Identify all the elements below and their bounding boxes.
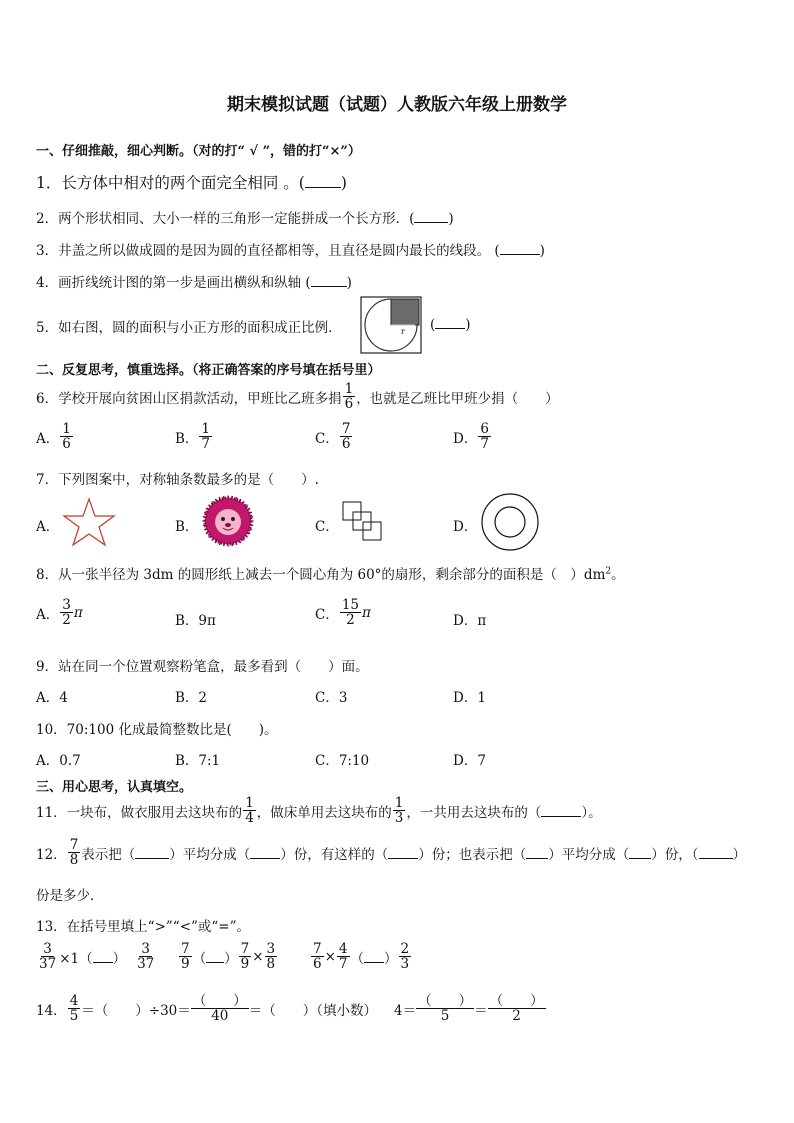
option-6a[interactable]: A． $\frac{1}{6}$ bbox=[36, 421, 71, 453]
option-9d[interactable]: D．1 bbox=[453, 690, 486, 706]
question-10: 10．70:100 化成最简整数比是( )。 bbox=[36, 722, 278, 738]
comparison-2: $\frac{7}{9}$ （ ） $\frac{7}{9}$ × $\frac{3}{8}$ bbox=[181, 941, 276, 973]
question-2-label: 2．两个形状相同、大小一样的三角形一定能拼成一个长方形．( bbox=[36, 211, 415, 227]
option-8d[interactable]: D．π bbox=[453, 613, 487, 629]
answer-blank-12b[interactable] bbox=[250, 846, 280, 859]
question-8: 8．从一张半径为 3dm 的圆形纸上减去一个圆心角为 60°的扇形，剩余部分的面积是（ ）$dm^2$。 bbox=[36, 566, 625, 583]
answer-blank-12a[interactable] bbox=[135, 846, 169, 859]
comparison-1: $\frac{3}{37}$ ×1（ ） $\frac{3}{37}$ bbox=[39, 941, 155, 973]
question-1 bbox=[36, 171, 347, 193]
comparison-3: $\frac{7}{6}$ × $\frac{4}{7}$ （ ） $\frac{2}{3}$ bbox=[313, 941, 410, 973]
answer-blank-5[interactable] bbox=[435, 316, 465, 329]
close-paren: ) bbox=[346, 275, 352, 291]
compare-blank-1[interactable] bbox=[93, 950, 113, 963]
close-paren: ) bbox=[448, 211, 454, 227]
question-12: 12． $\frac{7}{8}$ 表示把（ ）平均分成（ ）份，有这样的（ ）份；也表示把（ ）平均分成（ ）份，（ ） bbox=[36, 837, 747, 869]
option-9c[interactable]: C．3 bbox=[315, 690, 348, 706]
question-5 bbox=[36, 316, 342, 336]
answer-blank-12d[interactable] bbox=[526, 846, 548, 859]
option-8b[interactable]: B．9π bbox=[175, 613, 216, 629]
option-7c-label[interactable]: C． bbox=[315, 519, 339, 535]
option-9a[interactable]: A．4 bbox=[36, 690, 68, 706]
question-3 bbox=[36, 239, 545, 259]
question-4 bbox=[36, 271, 352, 291]
close-paren: ) bbox=[539, 243, 545, 259]
option-10b[interactable]: B．7:1 bbox=[175, 753, 221, 769]
fraction: $\frac{1}{6}$ bbox=[344, 381, 354, 413]
answer-blank-1[interactable] bbox=[305, 175, 341, 188]
compare-blank-3[interactable] bbox=[364, 950, 384, 963]
question-9: 9．站在同一个位置观察粉笔盒，最多看到（ ）面。 bbox=[36, 659, 369, 675]
answer-blank-12e[interactable] bbox=[629, 846, 651, 859]
close-paren: ) bbox=[340, 174, 347, 192]
answer-blank-11[interactable] bbox=[541, 804, 581, 817]
option-9b[interactable]: B．2 bbox=[175, 690, 208, 706]
answer-5: ( ) bbox=[430, 317, 471, 333]
answer-blank-3[interactable] bbox=[500, 242, 540, 255]
answer-blank-12f[interactable] bbox=[699, 846, 733, 859]
star-icon bbox=[62, 497, 116, 547]
option-6c[interactable]: C． $\frac{7}{6}$ bbox=[315, 421, 351, 453]
question-5-text: 5．如右图，圆的面积与小正方形的面积成正比例． bbox=[36, 320, 342, 336]
option-7d-label[interactable]: D． bbox=[453, 519, 478, 535]
question-1-text: 1．长方体中相对的两个面完全相同 。( bbox=[36, 174, 305, 192]
page-title: 期末模拟试题（试题）人教版六年级上册数学 bbox=[227, 95, 567, 115]
question-6-text: 6．学校开展向贫困山区捐款活动，甲班比乙班多捐 bbox=[36, 390, 342, 407]
question-4-text: 4．画折线统计图的第一步是画出横纵和纵轴 ( bbox=[36, 275, 311, 291]
answer-blank-12c[interactable] bbox=[388, 846, 418, 859]
fraction-blank-2[interactable]: $\frac{( )}{2}$ bbox=[489, 993, 544, 1025]
section-2-heading: 二、反复思考，慎重选择。（将正确答案的序号填在括号里） bbox=[36, 363, 381, 378]
question-7: 7．下列图案中，对称轴条数最多的是（ ）. bbox=[36, 472, 319, 488]
overlapping-squares-icon bbox=[341, 500, 385, 544]
question-14-part2: 4＝ $\frac{( )}{5}$ ＝ $\frac{( )}{2}$ bbox=[394, 993, 544, 1025]
concentric-circles-icon bbox=[478, 492, 542, 552]
fraction-blank-5[interactable]: $\frac{( )}{5}$ bbox=[418, 993, 473, 1025]
compare-blank-2[interactable] bbox=[206, 950, 224, 963]
option-7a-label[interactable]: A． bbox=[36, 519, 60, 535]
fraction-blank-40[interactable]: $\frac{( )}{40}$ bbox=[192, 993, 247, 1025]
option-6d[interactable]: D． $\frac{6}{7}$ bbox=[453, 421, 489, 453]
lion-face-icon bbox=[202, 495, 254, 547]
question-12-line2: 份是多少． bbox=[36, 888, 104, 904]
section-3-heading: 三、用心思考，认真填空。 bbox=[36, 780, 193, 795]
question-11: 11．一块布，做衣服用去这块布的 $\frac{1}{4}$ ，做床单用去这块布的 $\frac{1}{3}$ ，一共用去这块布的（ ）。 bbox=[36, 795, 602, 827]
answer-blank-2[interactable] bbox=[414, 210, 448, 223]
question-2 bbox=[36, 207, 454, 227]
option-10c[interactable]: C．7:10 bbox=[315, 753, 370, 769]
circle-square-figure bbox=[360, 296, 422, 354]
option-7b-label[interactable]: B． bbox=[175, 519, 199, 535]
question-6-tail: ，也就是乙班比甲班少捐（ ） bbox=[356, 390, 559, 407]
radius-label: r bbox=[401, 327, 405, 336]
option-8a[interactable]: A． $\frac{3}{2}$ π bbox=[36, 597, 83, 629]
option-6b[interactable]: B． $\frac{1}{7}$ bbox=[175, 421, 211, 453]
option-8c[interactable]: C． $\frac{15}{2}$ π bbox=[315, 597, 371, 629]
question-13: 13．在括号里填上“>”“<”或“=”。 bbox=[36, 919, 251, 935]
answer-blank-4[interactable] bbox=[311, 274, 347, 287]
question-3-text: 3．井盖之所以做成圆的是因为圆的直径都相等，且直径是圆内最长的线段。 ( bbox=[36, 243, 500, 259]
option-10a[interactable]: A．0.7 bbox=[36, 753, 81, 769]
question-14: 14． $\frac{4}{5}$ ＝（ ）÷30＝ $\frac{( )}{40}$ ＝（ ）（填小数） bbox=[36, 993, 378, 1025]
option-10d[interactable]: D．7 bbox=[453, 753, 486, 769]
question-6 bbox=[36, 382, 559, 411]
section-1-heading: 一、仔细推敲，细心判断。（对的打“ √ ”，错的打“×”） bbox=[36, 144, 361, 159]
